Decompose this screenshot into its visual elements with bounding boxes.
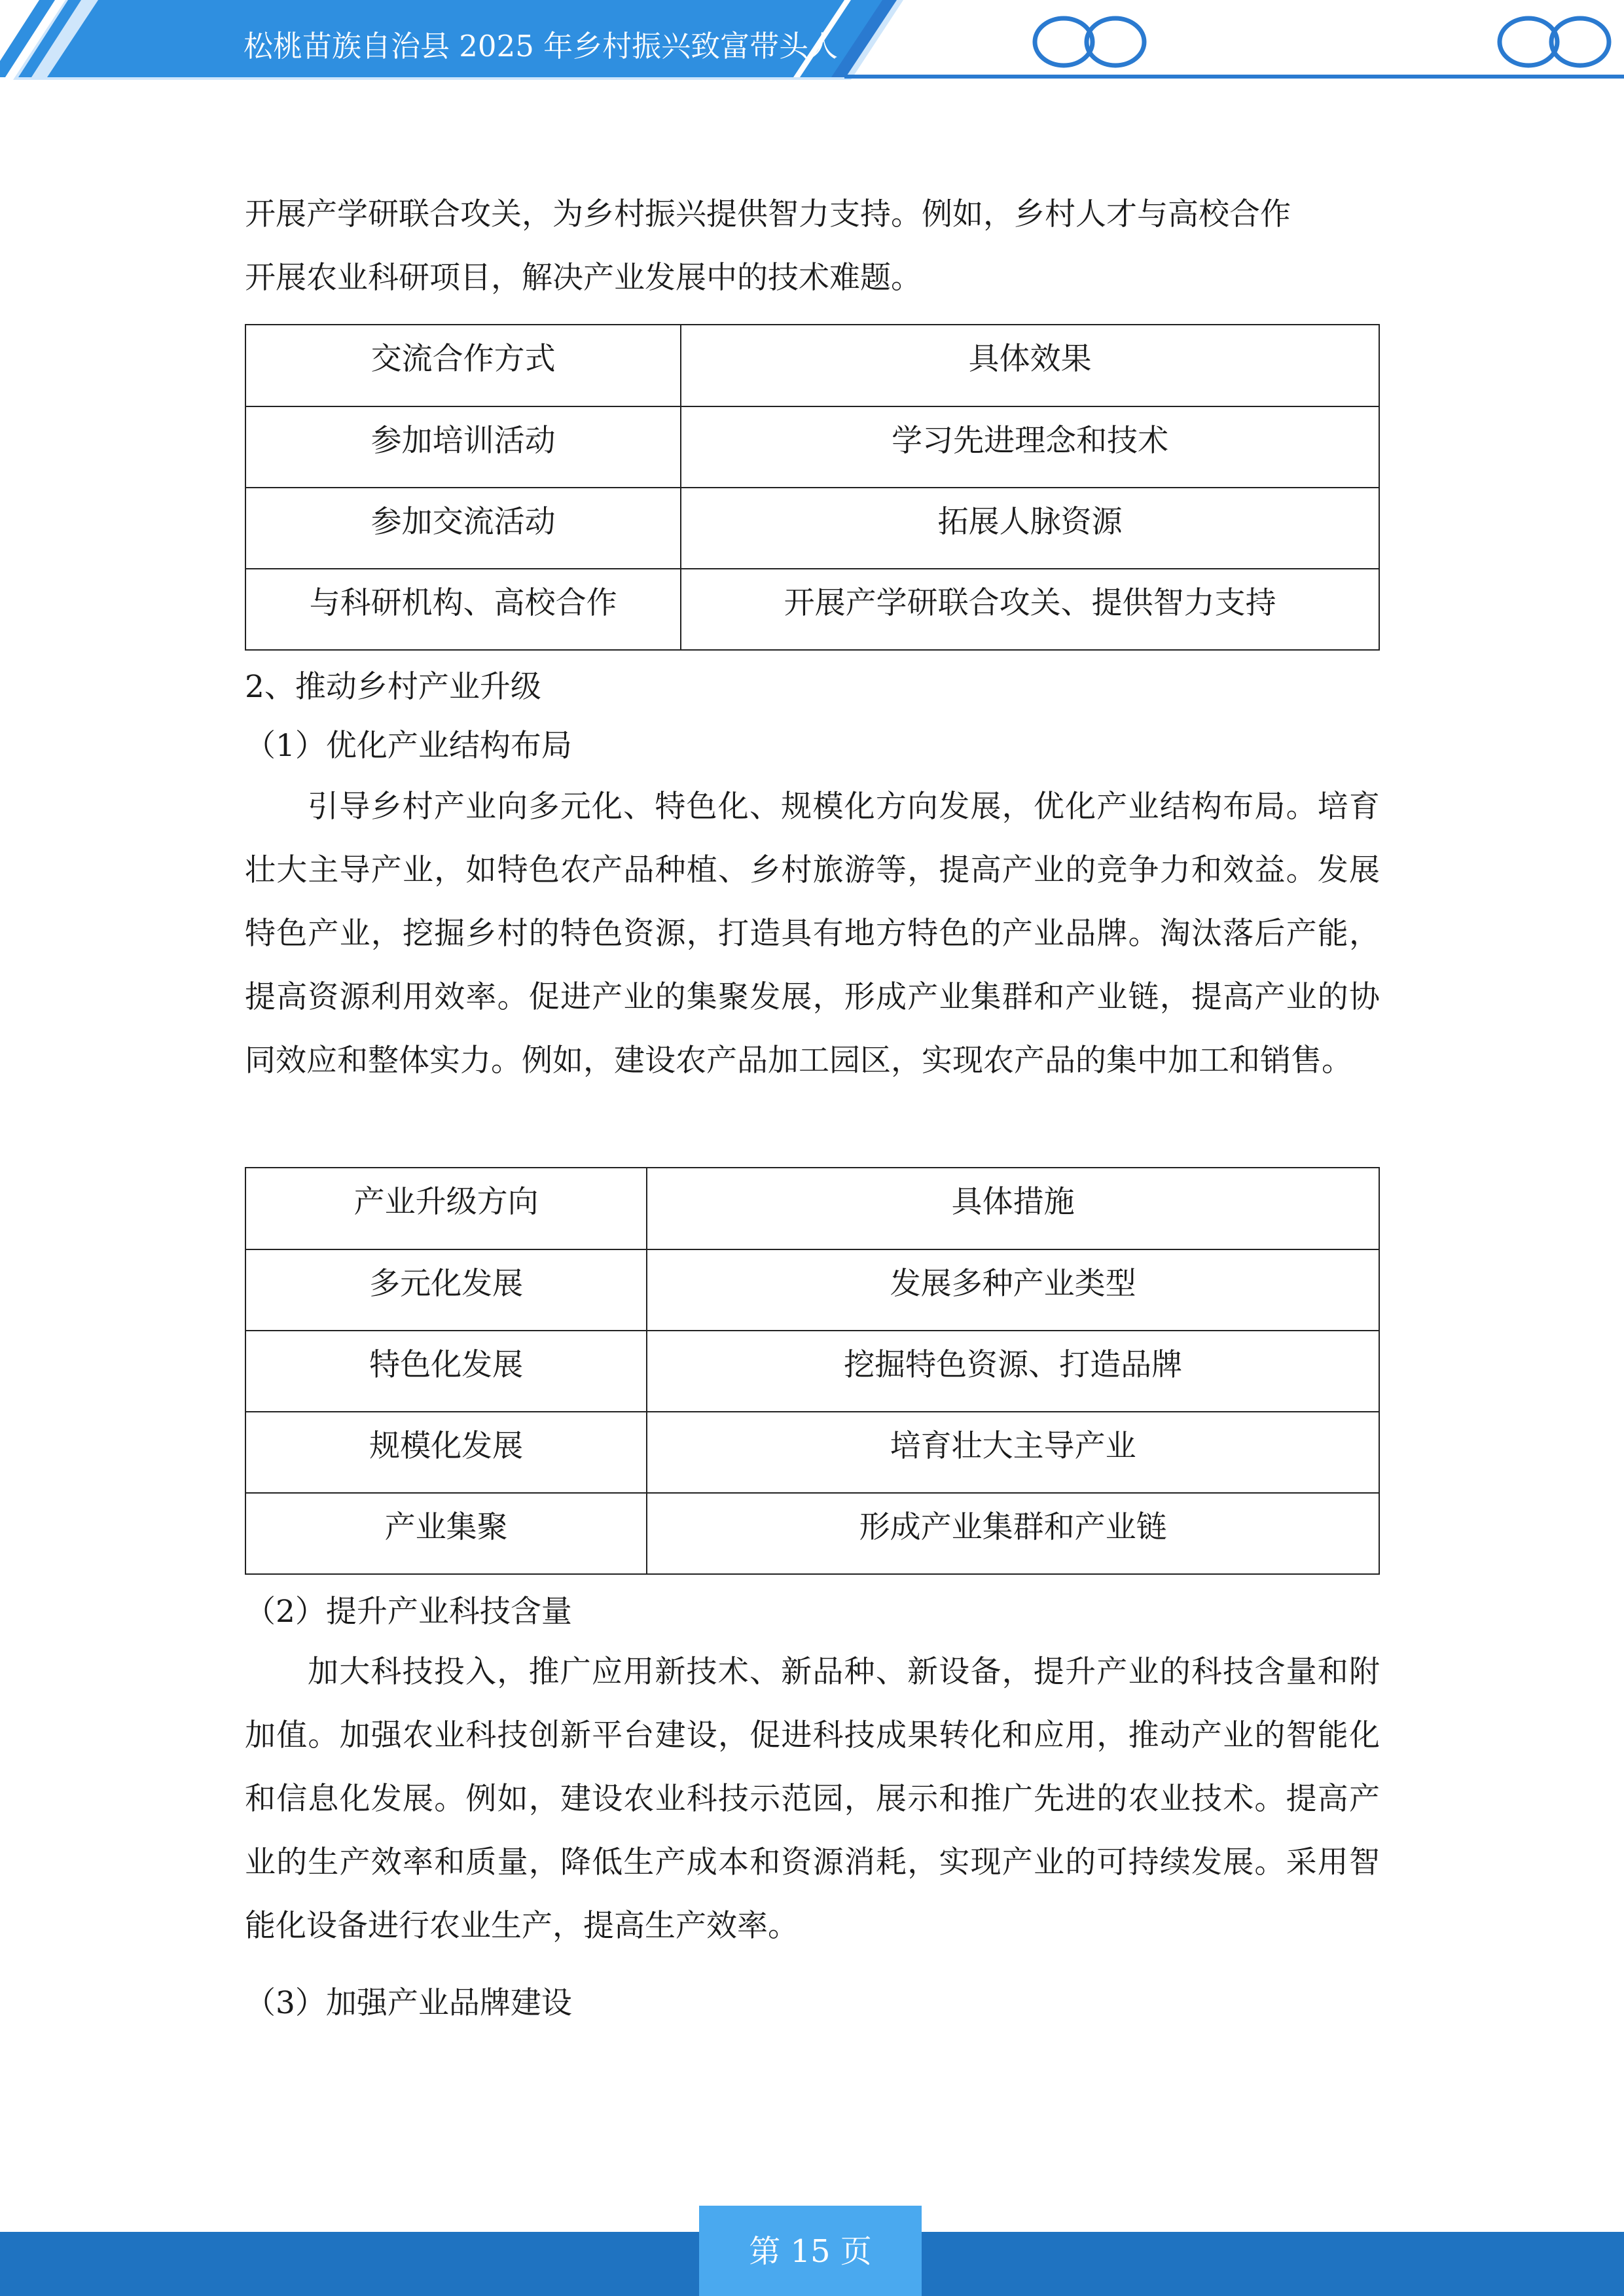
- subsection-heading-1: （1）优化产业结构布局: [245, 728, 572, 764]
- table-header-cell: 具体措施: [647, 1168, 1379, 1249]
- table-cell: 与科研机构、高校合作: [245, 569, 681, 650]
- section-heading: 2、推动乡村产业升级: [245, 669, 541, 705]
- table-row: [245, 488, 1379, 569]
- table-cell: 形成产业集群和产业链: [647, 1493, 1379, 1574]
- table-cell: 参加培训活动: [245, 406, 681, 488]
- subsection-heading-2: （2）提升产业科技含量: [245, 1594, 572, 1630]
- document-title: 松桃苗族自治县 2025 年乡村振兴致富带头人: [244, 29, 839, 63]
- table-cell: 开展产学研联合攻关、提供智力支持: [681, 569, 1379, 650]
- table-header-cell: 产业升级方向: [245, 1168, 647, 1249]
- table-row: [245, 406, 1379, 488]
- table-header-row: [245, 1168, 1379, 1249]
- table-header-row: [245, 325, 1379, 406]
- table-row: [245, 1249, 1379, 1331]
- table-row: [245, 1493, 1379, 1574]
- table-header-cell: 交流合作方式: [245, 325, 681, 406]
- body-paragraph-1: 引导乡村产业向多元化、特色化、规模化方向发展，优化产业结构布局。培育壮大主导产业，如特色农产品种植、乡村旅游等，提高产业的竞争力和效益。发展特色产业，挖掘乡村的特色资源，打造具有地方特色的产业品牌。淘汰落后产能，提高资源利用效率。促进产业的集聚发展，形成产业集群和产业链，提高产业的协同效应和整体实力。例如，建设农产品加工园区，实现农产品的集中加工和销售。: [245, 789, 1380, 1079]
- rings-icon: [1035, 18, 1144, 65]
- intro-line-1: 开展产学研联合攻关，为乡村振兴提供智力支持。例如，乡村人才与高校合作: [245, 196, 1291, 232]
- subsection-heading-3: （3）加强产业品牌建设: [245, 1985, 572, 2021]
- table-cell: 特色化发展: [245, 1331, 647, 1412]
- table-row: [245, 1331, 1379, 1412]
- table-cell: 规模化发展: [245, 1412, 647, 1493]
- table-row: [245, 569, 1379, 650]
- table-cell: 培育壮大主导产业: [647, 1412, 1379, 1493]
- industry-upgrade-table: [245, 1167, 1380, 1575]
- page-header: [0, 0, 1624, 85]
- table-cell: 参加交流活动: [245, 488, 681, 569]
- table-row: [245, 1412, 1379, 1493]
- table-cell: 拓展人脉资源: [681, 488, 1379, 569]
- body-paragraph-2: 加大科技投入，推广应用新技术、新品种、新设备，提升产业的科技含量和附加值。加强农业科技创新平台建设，促进科技成果转化和应用，推动产业的智能化和信息化发展。例如，建设农业科技示范园，展示和推广先进的农业技术。提高产业的生产效率和质量，降低生产成本和资源消耗，实现产业的可持续发展。采用智能化设备进行农业生产，提高生产效率。: [245, 1654, 1380, 1944]
- table-cell: 挖掘特色资源、打造品牌: [647, 1331, 1379, 1412]
- table-cell: 产业集聚: [245, 1493, 647, 1574]
- table-cell: 发展多种产业类型: [647, 1249, 1379, 1331]
- intro-line-2: 开展农业科研项目，解决产业发展中的技术难题。: [245, 260, 922, 296]
- page-number: 第 15 页: [749, 2233, 872, 2270]
- table-header-cell: 具体效果: [681, 325, 1379, 406]
- rings-icon-right: [1500, 18, 1609, 65]
- table-cell: 多元化发展: [245, 1249, 647, 1331]
- table-cell: 学习先进理念和技术: [681, 406, 1379, 488]
- exchange-cooperation-table: [245, 324, 1380, 651]
